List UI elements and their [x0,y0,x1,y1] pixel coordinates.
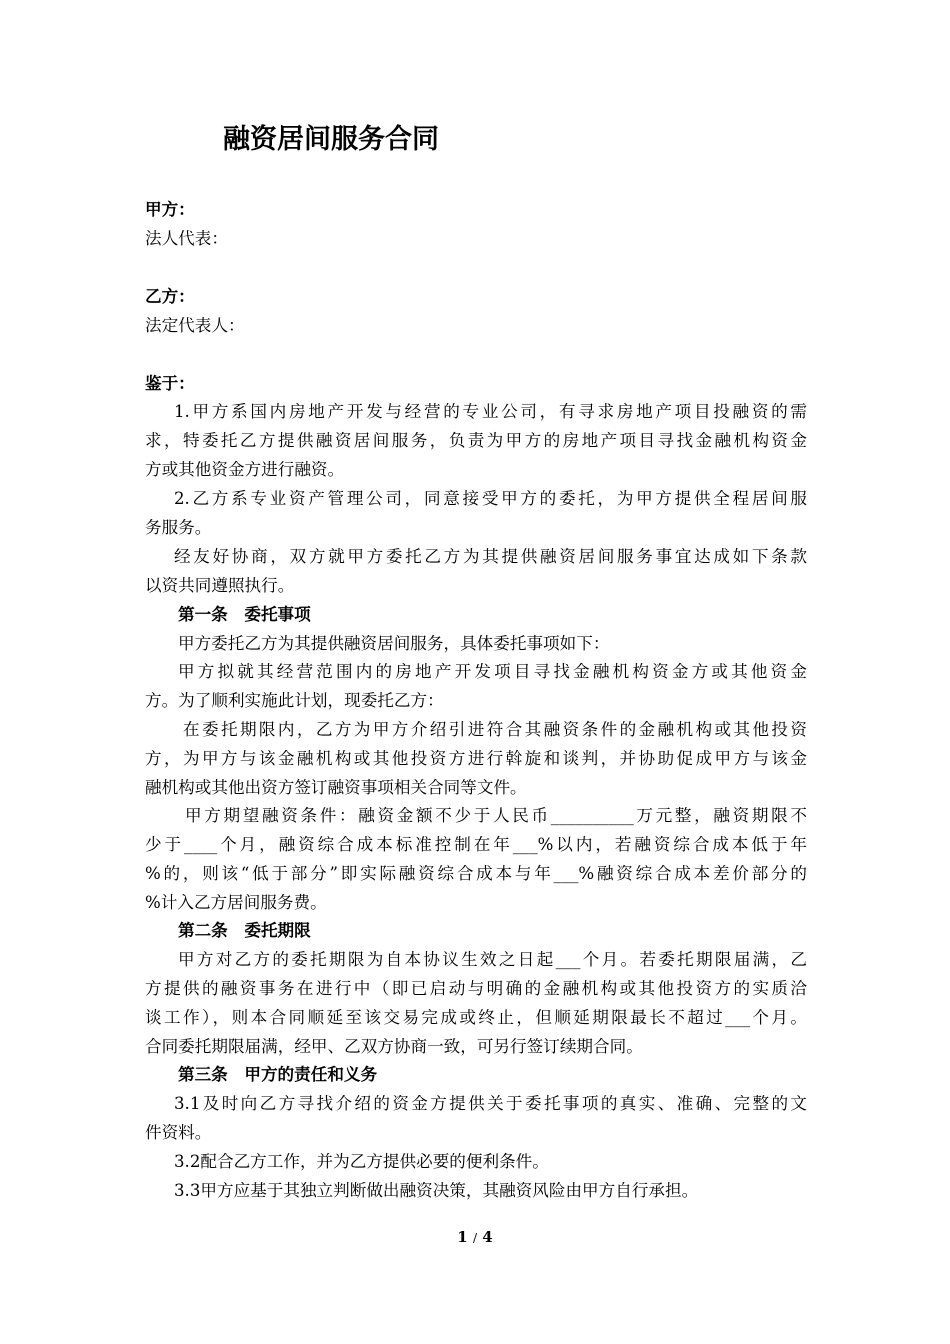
article2-line: 谈工作），则本合同顺延至该交易完成或终止，但顺延期限最长不超过___个月。 [145,1008,807,1027]
whereas-line: 求，特委托乙方提供融资居间服务，负责为甲方的房地产项目寻找金融机构资金 [145,431,807,450]
whereas-line: 以资共同遵照执行。 [145,576,295,595]
page-total: 4 [482,1228,493,1246]
party-a-rep: 法人代表： [145,229,228,248]
party-b-rep: 法定代表人： [145,316,245,335]
article1-line: 甲方委托乙方为其提供融资居间服务，具体委托事项如下： [178,634,610,653]
whereas-line: 务服务。 [145,518,212,537]
article1-line: 在委托期限内，乙方为甲方介绍引进符合其融资条件的金融机构或其他投资 [183,720,807,739]
article3-heading: 第三条 甲方的责任和义务 [178,1065,378,1084]
whereas-line: 2.乙方系专业资产管理公司，同意接受甲方的委托，为甲方提供全程居间服 [174,489,807,508]
article1-line: 甲方拟就其经营范围内的房地产开发项目寻找金融机构资金方或其他资金 [178,662,807,681]
article2-line: 甲方对乙方的委托期限为自本协议生效之日起___个月。若委托期限届满，乙 [178,950,807,969]
page-number [0,1228,950,1246]
article1-line: 方。为了顺利实施此计划，现委托乙方： [145,691,444,710]
whereas-line: 经友好协商，双方就甲方委托乙方为其提供融资居间服务事宜达成如下条款 [174,547,807,566]
article3-line: 件资料。 [145,1123,212,1142]
party-a-label: 甲方： [145,200,195,219]
document-title: 融资居间服务合同 [223,124,439,155]
article3-line: 3.2配合乙方工作，并为乙方提供必要的便利条件。 [174,1152,549,1171]
article3-line: 3.1及时向乙方寻找介绍的资金方提供关于委托事项的真实、准确、完整的文 [174,1094,807,1113]
article1-line: 甲方期望融资条件：融资金额不少于人民币__________万元整，融资期限不 [185,806,807,825]
whereas-line: 方或其他资金方进行融资。 [145,460,345,479]
article1-line: %的，则该“低于部分”即实际融资综合成本与年___%融资综合成本差价部分的 [145,864,807,883]
article2-line: 方提供的融资事务在进行中（即已启动与明确的金融机构或其他投资方的实质洽 [145,979,807,998]
article2-heading: 第二条 委托期限 [178,921,311,940]
article2-line: 合同委托期限届满，经甲、乙双方协商一致，可另行签订续期合同。 [145,1037,643,1056]
whereas-line: 1.甲方系国内房地产开发与经营的专业公司，有寻求房地产项目投融资的需 [174,402,807,421]
article1-heading: 第一条 委托事项 [178,605,311,624]
article1-line: 融机构或其他出资方签订融资事项相关合同等文件。 [145,778,527,797]
article1-line: %计入乙方居间服务费。 [145,893,327,912]
whereas-heading: 鉴于： [145,374,195,393]
article1-line: 少于____个月，融资综合成本标准控制在年___%以内，若融资综合成本低于年 [145,835,807,854]
article1-line: 方，为甲方与该金融机构或其他投资方进行斡旋和谈判，并协助促成甲方与该金 [145,749,807,768]
page-separator: / [472,1231,478,1245]
party-b-label: 乙方： [145,287,195,306]
page-current: 1 [457,1228,468,1246]
article3-line: 3.3甲方应基于其独立判断做出融资决策，其融资风险由甲方自行承担。 [174,1181,699,1200]
